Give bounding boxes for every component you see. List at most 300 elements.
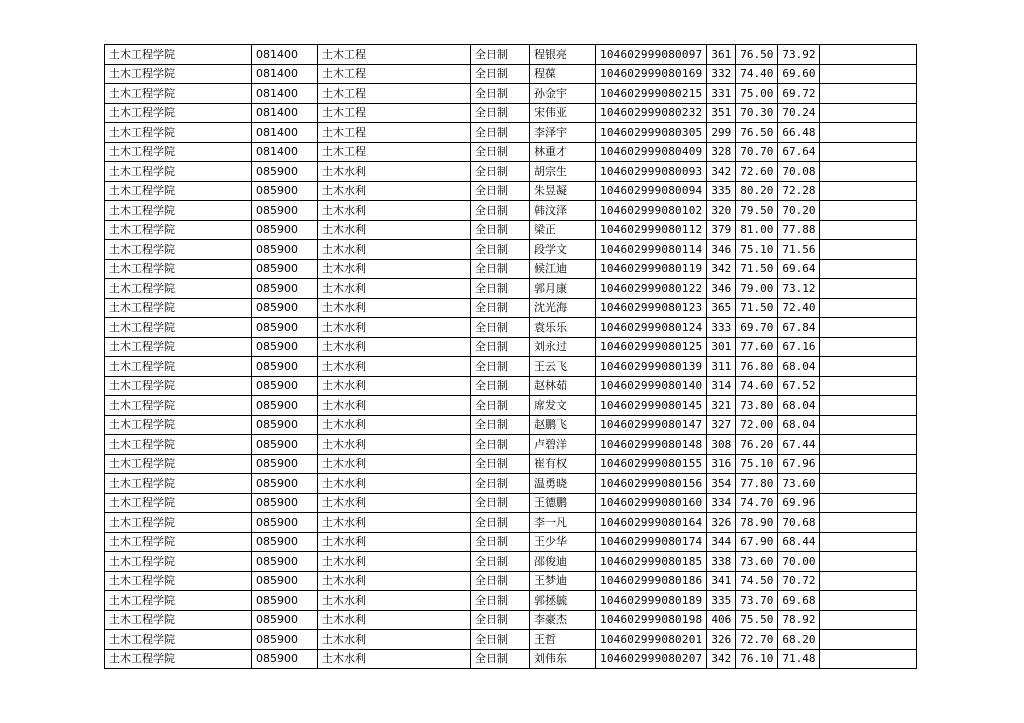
cell-school: 土木工程学院 — [105, 552, 252, 572]
cell-study-type: 全日制 — [471, 201, 530, 221]
cell-retest-score: 71.50 — [736, 259, 778, 279]
cell-study-type: 全日制 — [471, 474, 530, 494]
cell-school: 土木工程学院 — [105, 64, 252, 84]
cell-major-code: 085900 — [252, 591, 318, 611]
cell-study-type: 全日制 — [471, 493, 530, 513]
cell-study-type: 全日制 — [471, 396, 530, 416]
cell-total-score: 72.40 — [778, 298, 820, 318]
cell-school: 土木工程学院 — [105, 591, 252, 611]
cell-initial-score: 406 — [707, 610, 736, 630]
cell-retest-score: 76.50 — [736, 45, 778, 65]
cell-school: 土木工程学院 — [105, 630, 252, 650]
cell-major-name: 土木水利 — [318, 610, 471, 630]
cell-exam-id: 104602999080148 — [596, 435, 707, 455]
cell-retest-score: 76.10 — [736, 649, 778, 669]
cell-study-type: 全日制 — [471, 162, 530, 182]
cell-initial-score: 335 — [707, 591, 736, 611]
table-row — [105, 84, 917, 104]
cell-student-name: 韩汶泽 — [530, 201, 596, 221]
table-row — [105, 123, 917, 143]
cell-retest-score: 77.80 — [736, 474, 778, 494]
cell-remark-empty — [820, 591, 917, 611]
cell-total-score: 68.04 — [778, 357, 820, 377]
cell-major-name: 土木水利 — [318, 649, 471, 669]
cell-school: 土木工程学院 — [105, 357, 252, 377]
cell-retest-score: 75.00 — [736, 84, 778, 104]
cell-retest-score: 76.80 — [736, 357, 778, 377]
cell-study-type: 全日制 — [471, 84, 530, 104]
cell-major-code: 085900 — [252, 532, 318, 552]
cell-school: 土木工程学院 — [105, 337, 252, 357]
cell-exam-id: 104602999080139 — [596, 357, 707, 377]
cell-initial-score: 301 — [707, 337, 736, 357]
cell-initial-score: 326 — [707, 513, 736, 533]
cell-initial-score: 346 — [707, 240, 736, 260]
cell-major-name: 土木工程 — [318, 84, 471, 104]
cell-remark-empty — [820, 532, 917, 552]
cell-study-type: 全日制 — [471, 610, 530, 630]
cell-total-score: 69.64 — [778, 259, 820, 279]
cell-retest-score: 75.10 — [736, 454, 778, 474]
cell-school: 土木工程学院 — [105, 454, 252, 474]
cell-student-name: 邵俊迪 — [530, 552, 596, 572]
cell-study-type: 全日制 — [471, 220, 530, 240]
cell-retest-score: 73.70 — [736, 591, 778, 611]
table-row — [105, 64, 917, 84]
cell-initial-score: 314 — [707, 376, 736, 396]
cell-exam-id: 104602999080140 — [596, 376, 707, 396]
cell-study-type: 全日制 — [471, 415, 530, 435]
cell-initial-score: 333 — [707, 318, 736, 338]
cell-major-code: 081400 — [252, 103, 318, 123]
cell-student-name: 王哲 — [530, 630, 596, 650]
cell-study-type: 全日制 — [471, 513, 530, 533]
cell-major-name: 土木水利 — [318, 552, 471, 572]
cell-exam-id: 104602999080124 — [596, 318, 707, 338]
cell-remark-empty — [820, 259, 917, 279]
cell-total-score: 70.24 — [778, 103, 820, 123]
cell-initial-score: 342 — [707, 259, 736, 279]
cell-retest-score: 77.60 — [736, 337, 778, 357]
cell-school: 土木工程学院 — [105, 181, 252, 201]
cell-major-code: 085900 — [252, 474, 318, 494]
cell-remark-empty — [820, 298, 917, 318]
cell-exam-id: 104602999080305 — [596, 123, 707, 143]
cell-student-name: 崔有权 — [530, 454, 596, 474]
cell-retest-score: 75.10 — [736, 240, 778, 260]
cell-major-name: 土木水利 — [318, 220, 471, 240]
cell-exam-id: 104602999080409 — [596, 142, 707, 162]
cell-total-score: 73.60 — [778, 474, 820, 494]
cell-initial-score: 327 — [707, 415, 736, 435]
cell-retest-score: 72.00 — [736, 415, 778, 435]
cell-initial-score: 379 — [707, 220, 736, 240]
cell-retest-score: 81.00 — [736, 220, 778, 240]
cell-major-name: 土木水利 — [318, 318, 471, 338]
table-row — [105, 630, 917, 650]
cell-exam-id: 104602999080215 — [596, 84, 707, 104]
cell-major-name: 土木水利 — [318, 591, 471, 611]
cell-initial-score: 334 — [707, 493, 736, 513]
cell-major-code: 085900 — [252, 181, 318, 201]
cell-initial-score: 351 — [707, 103, 736, 123]
cell-major-code: 085900 — [252, 201, 318, 221]
cell-student-name: 段学文 — [530, 240, 596, 260]
cell-major-name: 土木水利 — [318, 240, 471, 260]
cell-school: 土木工程学院 — [105, 240, 252, 260]
cell-retest-score: 79.00 — [736, 279, 778, 299]
cell-total-score: 68.04 — [778, 415, 820, 435]
cell-major-code: 085900 — [252, 454, 318, 474]
cell-exam-id: 104602999080119 — [596, 259, 707, 279]
table-row — [105, 279, 917, 299]
cell-student-name: 温勇晓 — [530, 474, 596, 494]
cell-retest-score: 79.50 — [736, 201, 778, 221]
cell-remark-empty — [820, 201, 917, 221]
cell-major-name: 土木工程 — [318, 64, 471, 84]
cell-major-code: 085900 — [252, 435, 318, 455]
table-row — [105, 454, 917, 474]
cell-student-name: 程银亮 — [530, 45, 596, 65]
cell-total-score: 70.68 — [778, 513, 820, 533]
cell-school: 土木工程学院 — [105, 259, 252, 279]
cell-study-type: 全日制 — [471, 142, 530, 162]
cell-exam-id: 104602999080185 — [596, 552, 707, 572]
admission-table — [104, 44, 917, 669]
cell-major-name: 土木水利 — [318, 201, 471, 221]
cell-exam-id: 104602999080232 — [596, 103, 707, 123]
cell-student-name: 赵林茹 — [530, 376, 596, 396]
cell-exam-id: 104602999080147 — [596, 415, 707, 435]
cell-major-name: 土木工程 — [318, 45, 471, 65]
cell-remark-empty — [820, 474, 917, 494]
cell-major-name: 土木水利 — [318, 357, 471, 377]
cell-remark-empty — [820, 571, 917, 591]
cell-student-name: 郭月康 — [530, 279, 596, 299]
cell-student-name: 刘永过 — [530, 337, 596, 357]
table-row — [105, 571, 917, 591]
cell-major-name: 土木水利 — [318, 474, 471, 494]
cell-total-score: 70.00 — [778, 552, 820, 572]
cell-school: 土木工程学院 — [105, 415, 252, 435]
cell-initial-score: 328 — [707, 142, 736, 162]
cell-remark-empty — [820, 64, 917, 84]
cell-total-score: 69.60 — [778, 64, 820, 84]
cell-initial-score: 320 — [707, 201, 736, 221]
cell-remark-empty — [820, 318, 917, 338]
cell-major-code: 085900 — [252, 318, 318, 338]
cell-major-code: 085900 — [252, 513, 318, 533]
cell-student-name: 王梦迪 — [530, 571, 596, 591]
cell-total-score: 70.20 — [778, 201, 820, 221]
cell-school: 土木工程学院 — [105, 279, 252, 299]
cell-study-type: 全日制 — [471, 181, 530, 201]
cell-retest-score: 80.20 — [736, 181, 778, 201]
cell-retest-score: 74.40 — [736, 64, 778, 84]
cell-exam-id: 104602999080155 — [596, 454, 707, 474]
cell-school: 土木工程学院 — [105, 298, 252, 318]
cell-study-type: 全日制 — [471, 123, 530, 143]
cell-remark-empty — [820, 396, 917, 416]
cell-school: 土木工程学院 — [105, 123, 252, 143]
cell-total-score: 71.56 — [778, 240, 820, 260]
cell-remark-empty — [820, 103, 917, 123]
table-row — [105, 474, 917, 494]
cell-initial-score: 299 — [707, 123, 736, 143]
cell-study-type: 全日制 — [471, 240, 530, 260]
cell-remark-empty — [820, 123, 917, 143]
cell-initial-score: 338 — [707, 552, 736, 572]
cell-major-code: 081400 — [252, 123, 318, 143]
cell-retest-score: 78.90 — [736, 513, 778, 533]
cell-major-name: 土木工程 — [318, 103, 471, 123]
cell-study-type: 全日制 — [471, 259, 530, 279]
cell-major-code: 085900 — [252, 298, 318, 318]
cell-initial-score: 341 — [707, 571, 736, 591]
cell-initial-score: 344 — [707, 532, 736, 552]
cell-initial-score: 342 — [707, 162, 736, 182]
cell-major-code: 085900 — [252, 337, 318, 357]
cell-major-code: 085900 — [252, 552, 318, 572]
cell-total-score: 67.96 — [778, 454, 820, 474]
cell-student-name: 胡宗生 — [530, 162, 596, 182]
cell-study-type: 全日制 — [471, 630, 530, 650]
cell-remark-empty — [820, 435, 917, 455]
cell-student-name: 王云飞 — [530, 357, 596, 377]
cell-study-type: 全日制 — [471, 435, 530, 455]
table-row — [105, 376, 917, 396]
cell-remark-empty — [820, 415, 917, 435]
cell-study-type: 全日制 — [471, 318, 530, 338]
cell-remark-empty — [820, 610, 917, 630]
cell-total-score: 67.44 — [778, 435, 820, 455]
table-row — [105, 318, 917, 338]
cell-major-name: 土木水利 — [318, 630, 471, 650]
table-row — [105, 552, 917, 572]
cell-retest-score: 73.80 — [736, 396, 778, 416]
cell-initial-score: 354 — [707, 474, 736, 494]
cell-remark-empty — [820, 454, 917, 474]
cell-student-name: 卢碧洋 — [530, 435, 596, 455]
cell-initial-score: 365 — [707, 298, 736, 318]
cell-remark-empty — [820, 376, 917, 396]
cell-major-code: 085900 — [252, 162, 318, 182]
cell-major-name: 土木水利 — [318, 454, 471, 474]
cell-total-score: 66.48 — [778, 123, 820, 143]
cell-retest-score: 70.30 — [736, 103, 778, 123]
table-row — [105, 45, 917, 65]
cell-major-code: 085900 — [252, 279, 318, 299]
cell-exam-id: 104602999080093 — [596, 162, 707, 182]
cell-study-type: 全日制 — [471, 298, 530, 318]
cell-school: 土木工程学院 — [105, 45, 252, 65]
cell-major-name: 土木水利 — [318, 571, 471, 591]
cell-study-type: 全日制 — [471, 532, 530, 552]
cell-major-code: 085900 — [252, 376, 318, 396]
table-row — [105, 532, 917, 552]
cell-student-name: 郭拯毓 — [530, 591, 596, 611]
cell-student-name: 袁乐乐 — [530, 318, 596, 338]
cell-initial-score: 332 — [707, 64, 736, 84]
table-row — [105, 435, 917, 455]
cell-total-score: 68.20 — [778, 630, 820, 650]
table-row — [105, 142, 917, 162]
cell-major-code: 085900 — [252, 220, 318, 240]
table-row — [105, 298, 917, 318]
cell-major-code: 081400 — [252, 64, 318, 84]
table-row — [105, 162, 917, 182]
cell-study-type: 全日制 — [471, 376, 530, 396]
cell-remark-empty — [820, 279, 917, 299]
table-row — [105, 396, 917, 416]
table-row — [105, 181, 917, 201]
cell-study-type: 全日制 — [471, 454, 530, 474]
cell-exam-id: 104602999080156 — [596, 474, 707, 494]
cell-school: 土木工程学院 — [105, 435, 252, 455]
cell-initial-score: 342 — [707, 649, 736, 669]
cell-remark-empty — [820, 240, 917, 260]
table-row — [105, 259, 917, 279]
cell-study-type: 全日制 — [471, 103, 530, 123]
cell-remark-empty — [820, 84, 917, 104]
cell-student-name: 沈光海 — [530, 298, 596, 318]
cell-remark-empty — [820, 45, 917, 65]
table-row — [105, 591, 917, 611]
cell-major-name: 土木水利 — [318, 298, 471, 318]
cell-exam-id: 104602999080112 — [596, 220, 707, 240]
table-row — [105, 357, 917, 377]
cell-retest-score: 72.60 — [736, 162, 778, 182]
cell-total-score: 67.84 — [778, 318, 820, 338]
cell-major-code: 085900 — [252, 649, 318, 669]
cell-exam-id: 104602999080164 — [596, 513, 707, 533]
cell-major-name: 土木水利 — [318, 513, 471, 533]
cell-retest-score: 74.50 — [736, 571, 778, 591]
cell-school: 土木工程学院 — [105, 220, 252, 240]
cell-school: 土木工程学院 — [105, 571, 252, 591]
cell-student-name: 程葆 — [530, 64, 596, 84]
cell-remark-empty — [820, 513, 917, 533]
cell-school: 土木工程学院 — [105, 513, 252, 533]
cell-remark-empty — [820, 142, 917, 162]
cell-retest-score: 69.70 — [736, 318, 778, 338]
cell-total-score: 68.44 — [778, 532, 820, 552]
cell-retest-score: 76.50 — [736, 123, 778, 143]
cell-initial-score: 308 — [707, 435, 736, 455]
cell-school: 土木工程学院 — [105, 142, 252, 162]
cell-school: 土木工程学院 — [105, 532, 252, 552]
table-row — [105, 649, 917, 669]
cell-school: 土木工程学院 — [105, 610, 252, 630]
cell-major-code: 081400 — [252, 84, 318, 104]
cell-major-name: 土木水利 — [318, 376, 471, 396]
cell-retest-score: 67.90 — [736, 532, 778, 552]
cell-major-code: 085900 — [252, 357, 318, 377]
cell-retest-score: 71.50 — [736, 298, 778, 318]
cell-major-name: 土木水利 — [318, 415, 471, 435]
cell-major-name: 土木水利 — [318, 162, 471, 182]
cell-exam-id: 104602999080125 — [596, 337, 707, 357]
cell-major-name: 土木水利 — [318, 435, 471, 455]
cell-school: 土木工程学院 — [105, 396, 252, 416]
cell-student-name: 李泽宇 — [530, 123, 596, 143]
cell-study-type: 全日制 — [471, 337, 530, 357]
cell-student-name: 席发文 — [530, 396, 596, 416]
table-row — [105, 240, 917, 260]
cell-total-score: 69.68 — [778, 591, 820, 611]
cell-study-type: 全日制 — [471, 279, 530, 299]
cell-remark-empty — [820, 220, 917, 240]
cell-student-name: 林重才 — [530, 142, 596, 162]
cell-total-score: 78.92 — [778, 610, 820, 630]
cell-student-name: 候江迪 — [530, 259, 596, 279]
cell-remark-empty — [820, 552, 917, 572]
cell-initial-score: 326 — [707, 630, 736, 650]
cell-student-name: 李一凡 — [530, 513, 596, 533]
cell-remark-empty — [820, 337, 917, 357]
cell-total-score: 71.48 — [778, 649, 820, 669]
cell-retest-score: 76.20 — [736, 435, 778, 455]
cell-total-score: 73.92 — [778, 45, 820, 65]
cell-remark-empty — [820, 357, 917, 377]
cell-total-score: 67.16 — [778, 337, 820, 357]
table-row — [105, 493, 917, 513]
cell-exam-id: 104602999080114 — [596, 240, 707, 260]
cell-student-name: 孙金宇 — [530, 84, 596, 104]
cell-study-type: 全日制 — [471, 591, 530, 611]
cell-initial-score: 316 — [707, 454, 736, 474]
cell-major-code: 085900 — [252, 259, 318, 279]
cell-exam-id: 104602999080201 — [596, 630, 707, 650]
cell-school: 土木工程学院 — [105, 103, 252, 123]
cell-major-name: 土木水利 — [318, 259, 471, 279]
cell-student-name: 李豪杰 — [530, 610, 596, 630]
cell-total-score: 73.12 — [778, 279, 820, 299]
cell-exam-id: 104602999080097 — [596, 45, 707, 65]
cell-retest-score: 73.60 — [736, 552, 778, 572]
cell-total-score: 70.08 — [778, 162, 820, 182]
cell-remark-empty — [820, 162, 917, 182]
cell-student-name: 宋伟亚 — [530, 103, 596, 123]
cell-school: 土木工程学院 — [105, 162, 252, 182]
cell-major-name: 土木水利 — [318, 396, 471, 416]
cell-major-code: 081400 — [252, 45, 318, 65]
cell-major-name: 土木水利 — [318, 181, 471, 201]
cell-major-name: 土木工程 — [318, 142, 471, 162]
cell-exam-id: 104602999080102 — [596, 201, 707, 221]
cell-school: 土木工程学院 — [105, 493, 252, 513]
cell-major-code: 085900 — [252, 396, 318, 416]
cell-major-code: 085900 — [252, 630, 318, 650]
cell-exam-id: 104602999080189 — [596, 591, 707, 611]
admission-table-sheet — [104, 44, 917, 669]
cell-study-type: 全日制 — [471, 649, 530, 669]
cell-retest-score: 72.70 — [736, 630, 778, 650]
cell-major-name: 土木工程 — [318, 123, 471, 143]
cell-initial-score: 335 — [707, 181, 736, 201]
table-row — [105, 513, 917, 533]
cell-retest-score: 75.50 — [736, 610, 778, 630]
table-row — [105, 415, 917, 435]
cell-major-name: 土木水利 — [318, 532, 471, 552]
table-row — [105, 220, 917, 240]
cell-major-code: 085900 — [252, 493, 318, 513]
cell-school: 土木工程学院 — [105, 474, 252, 494]
table-row — [105, 201, 917, 221]
cell-exam-id: 104602999080145 — [596, 396, 707, 416]
cell-initial-score: 346 — [707, 279, 736, 299]
cell-retest-score: 74.60 — [736, 376, 778, 396]
